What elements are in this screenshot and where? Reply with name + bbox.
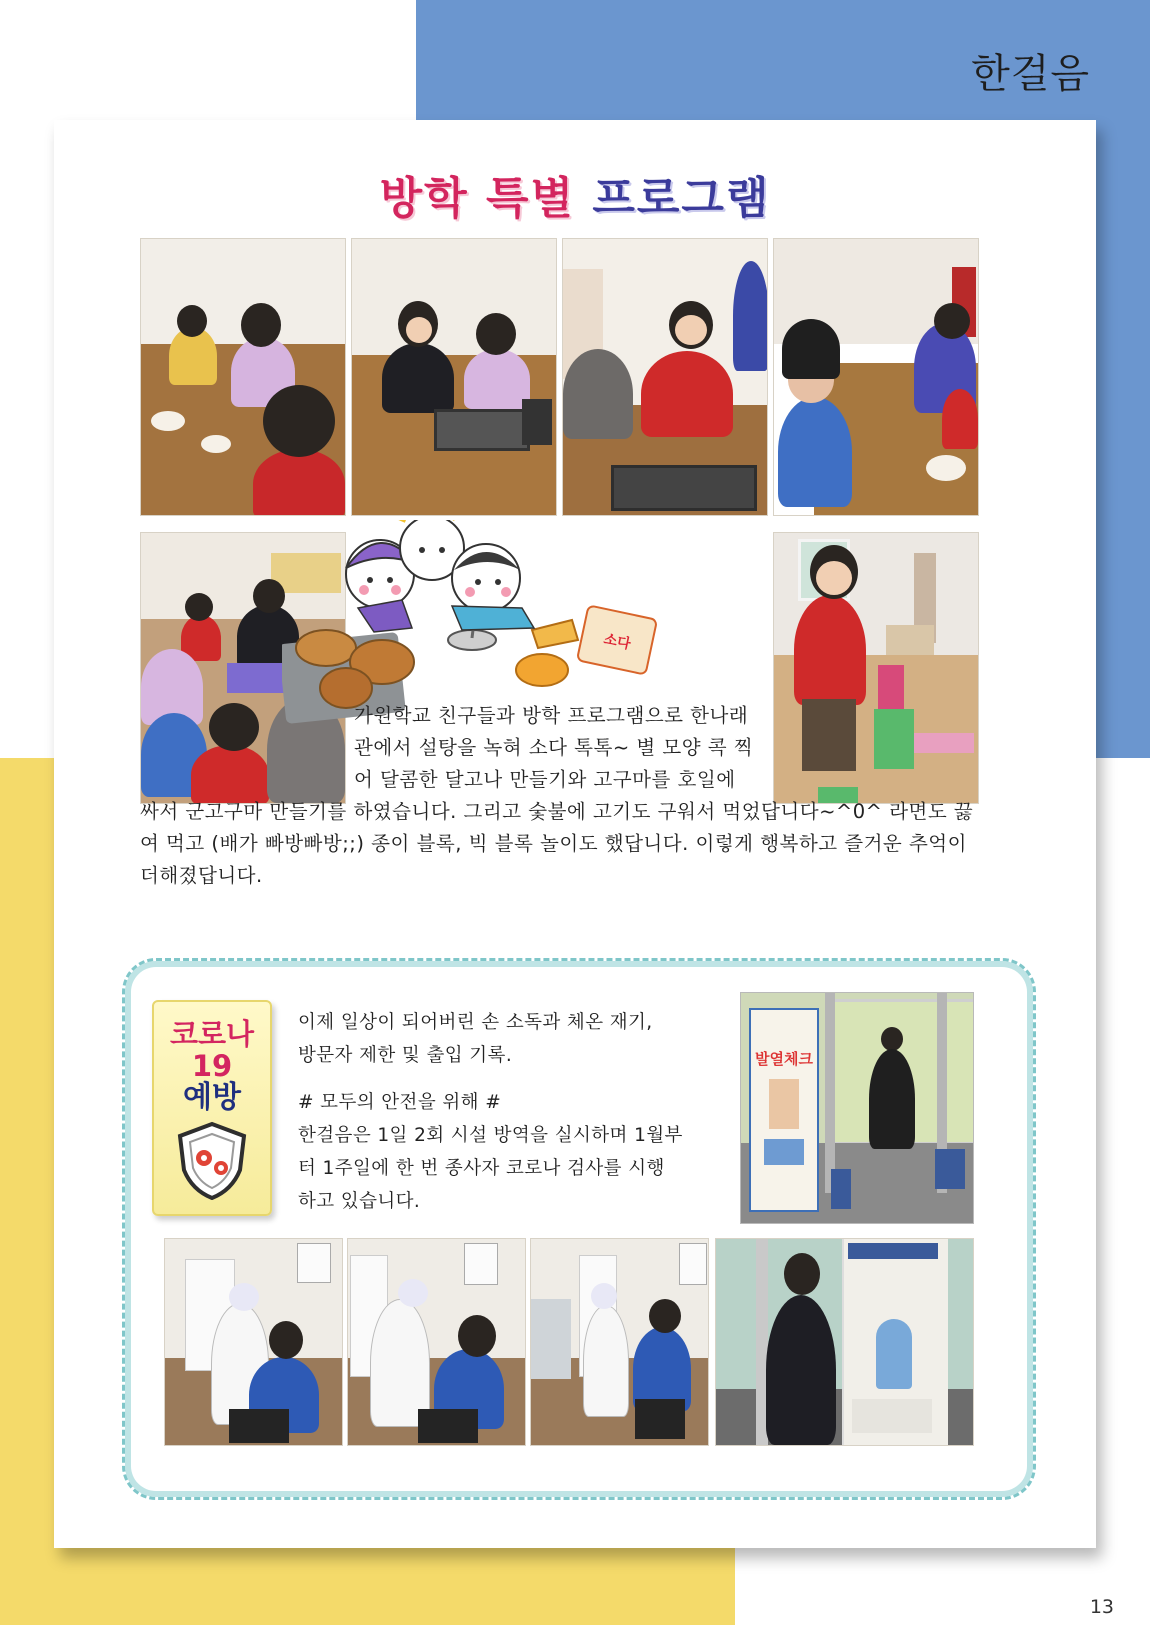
- badge-line-prevention: 예방: [183, 1080, 241, 1115]
- photo-dalgona-cooking: [351, 238, 557, 516]
- corona-line: 한걸음은 1일 2회 시설 방역을 실시하며 1월부: [298, 1125, 683, 1146]
- article-line: 여 먹고 (배가 빠방빠방;;) 종이 블록, 빅 블록 놀이도 했답니다. 이렇게 행복하고 즐거운 추억이: [140, 832, 967, 855]
- corona-text-block: [298, 1006, 718, 1218]
- illustration-soda-label: 소다: [602, 631, 633, 653]
- photo-block-tower: [773, 532, 979, 804]
- section-title: 한걸음: [971, 51, 1090, 97]
- photo-boy-making-dalgona: [562, 238, 768, 516]
- corona-line: 터 1주일에 한 번 종사자 코로나 검사를 시행: [298, 1158, 665, 1179]
- fever-check-sign-title: 발열체크: [755, 1050, 813, 1068]
- photo-temperature-kiosk: [715, 1238, 974, 1446]
- corona-line: 이제 일상이 되어버린 손 소독과 체온 재기,: [298, 1012, 653, 1033]
- content-card: [54, 120, 1096, 1548]
- article-line: 관에서 설탕을 녹혀 소다 톡톡~ 별 모양 콕 찍: [354, 736, 754, 759]
- article-paragraph-top: [354, 700, 764, 796]
- corona-spacer: [298, 1072, 718, 1086]
- photo-corona-test-2: [347, 1238, 526, 1446]
- article-line: 더해졌답니다.: [140, 864, 263, 887]
- article-line: 가원학교 친구들과 방학 프로그램으로 한나래: [354, 704, 749, 727]
- virus-shield-icon: [174, 1120, 250, 1200]
- page-number: 13: [1089, 1596, 1114, 1618]
- heading-part-red: 방학 특별: [379, 173, 575, 224]
- photo-fever-check-gate: [740, 992, 974, 1224]
- corona-line: 하고 있습니다.: [298, 1191, 421, 1212]
- photo-corona-test-1: [164, 1238, 343, 1446]
- fever-check-sign: [749, 1008, 819, 1212]
- badge-line-19: 19: [191, 1049, 233, 1083]
- photo-group-table: [773, 238, 979, 516]
- badge-line-corona: 코로나: [169, 1017, 255, 1051]
- corona-line: # 모두의 안전을 위해 #: [298, 1092, 502, 1113]
- photo-corona-test-3: [530, 1238, 709, 1446]
- heading-part-navy: 프로그램: [592, 173, 771, 224]
- article-paragraph-bottom: [140, 796, 990, 892]
- article-line: 싸서 군고구마 만들기를 하였습니다. 그리고 숯불에 고기도 구워서 먹었답니다~^0^ 라면도 끓: [140, 800, 974, 823]
- corona-line: 방문자 제한 및 출입 기록.: [298, 1045, 513, 1066]
- corona-badge: [152, 1000, 272, 1216]
- photo-dalgona-table: [140, 238, 346, 516]
- article-heading: [54, 162, 1096, 226]
- article-line: 어 달콤한 달고나 만들기와 고구마를 호일에: [354, 768, 736, 791]
